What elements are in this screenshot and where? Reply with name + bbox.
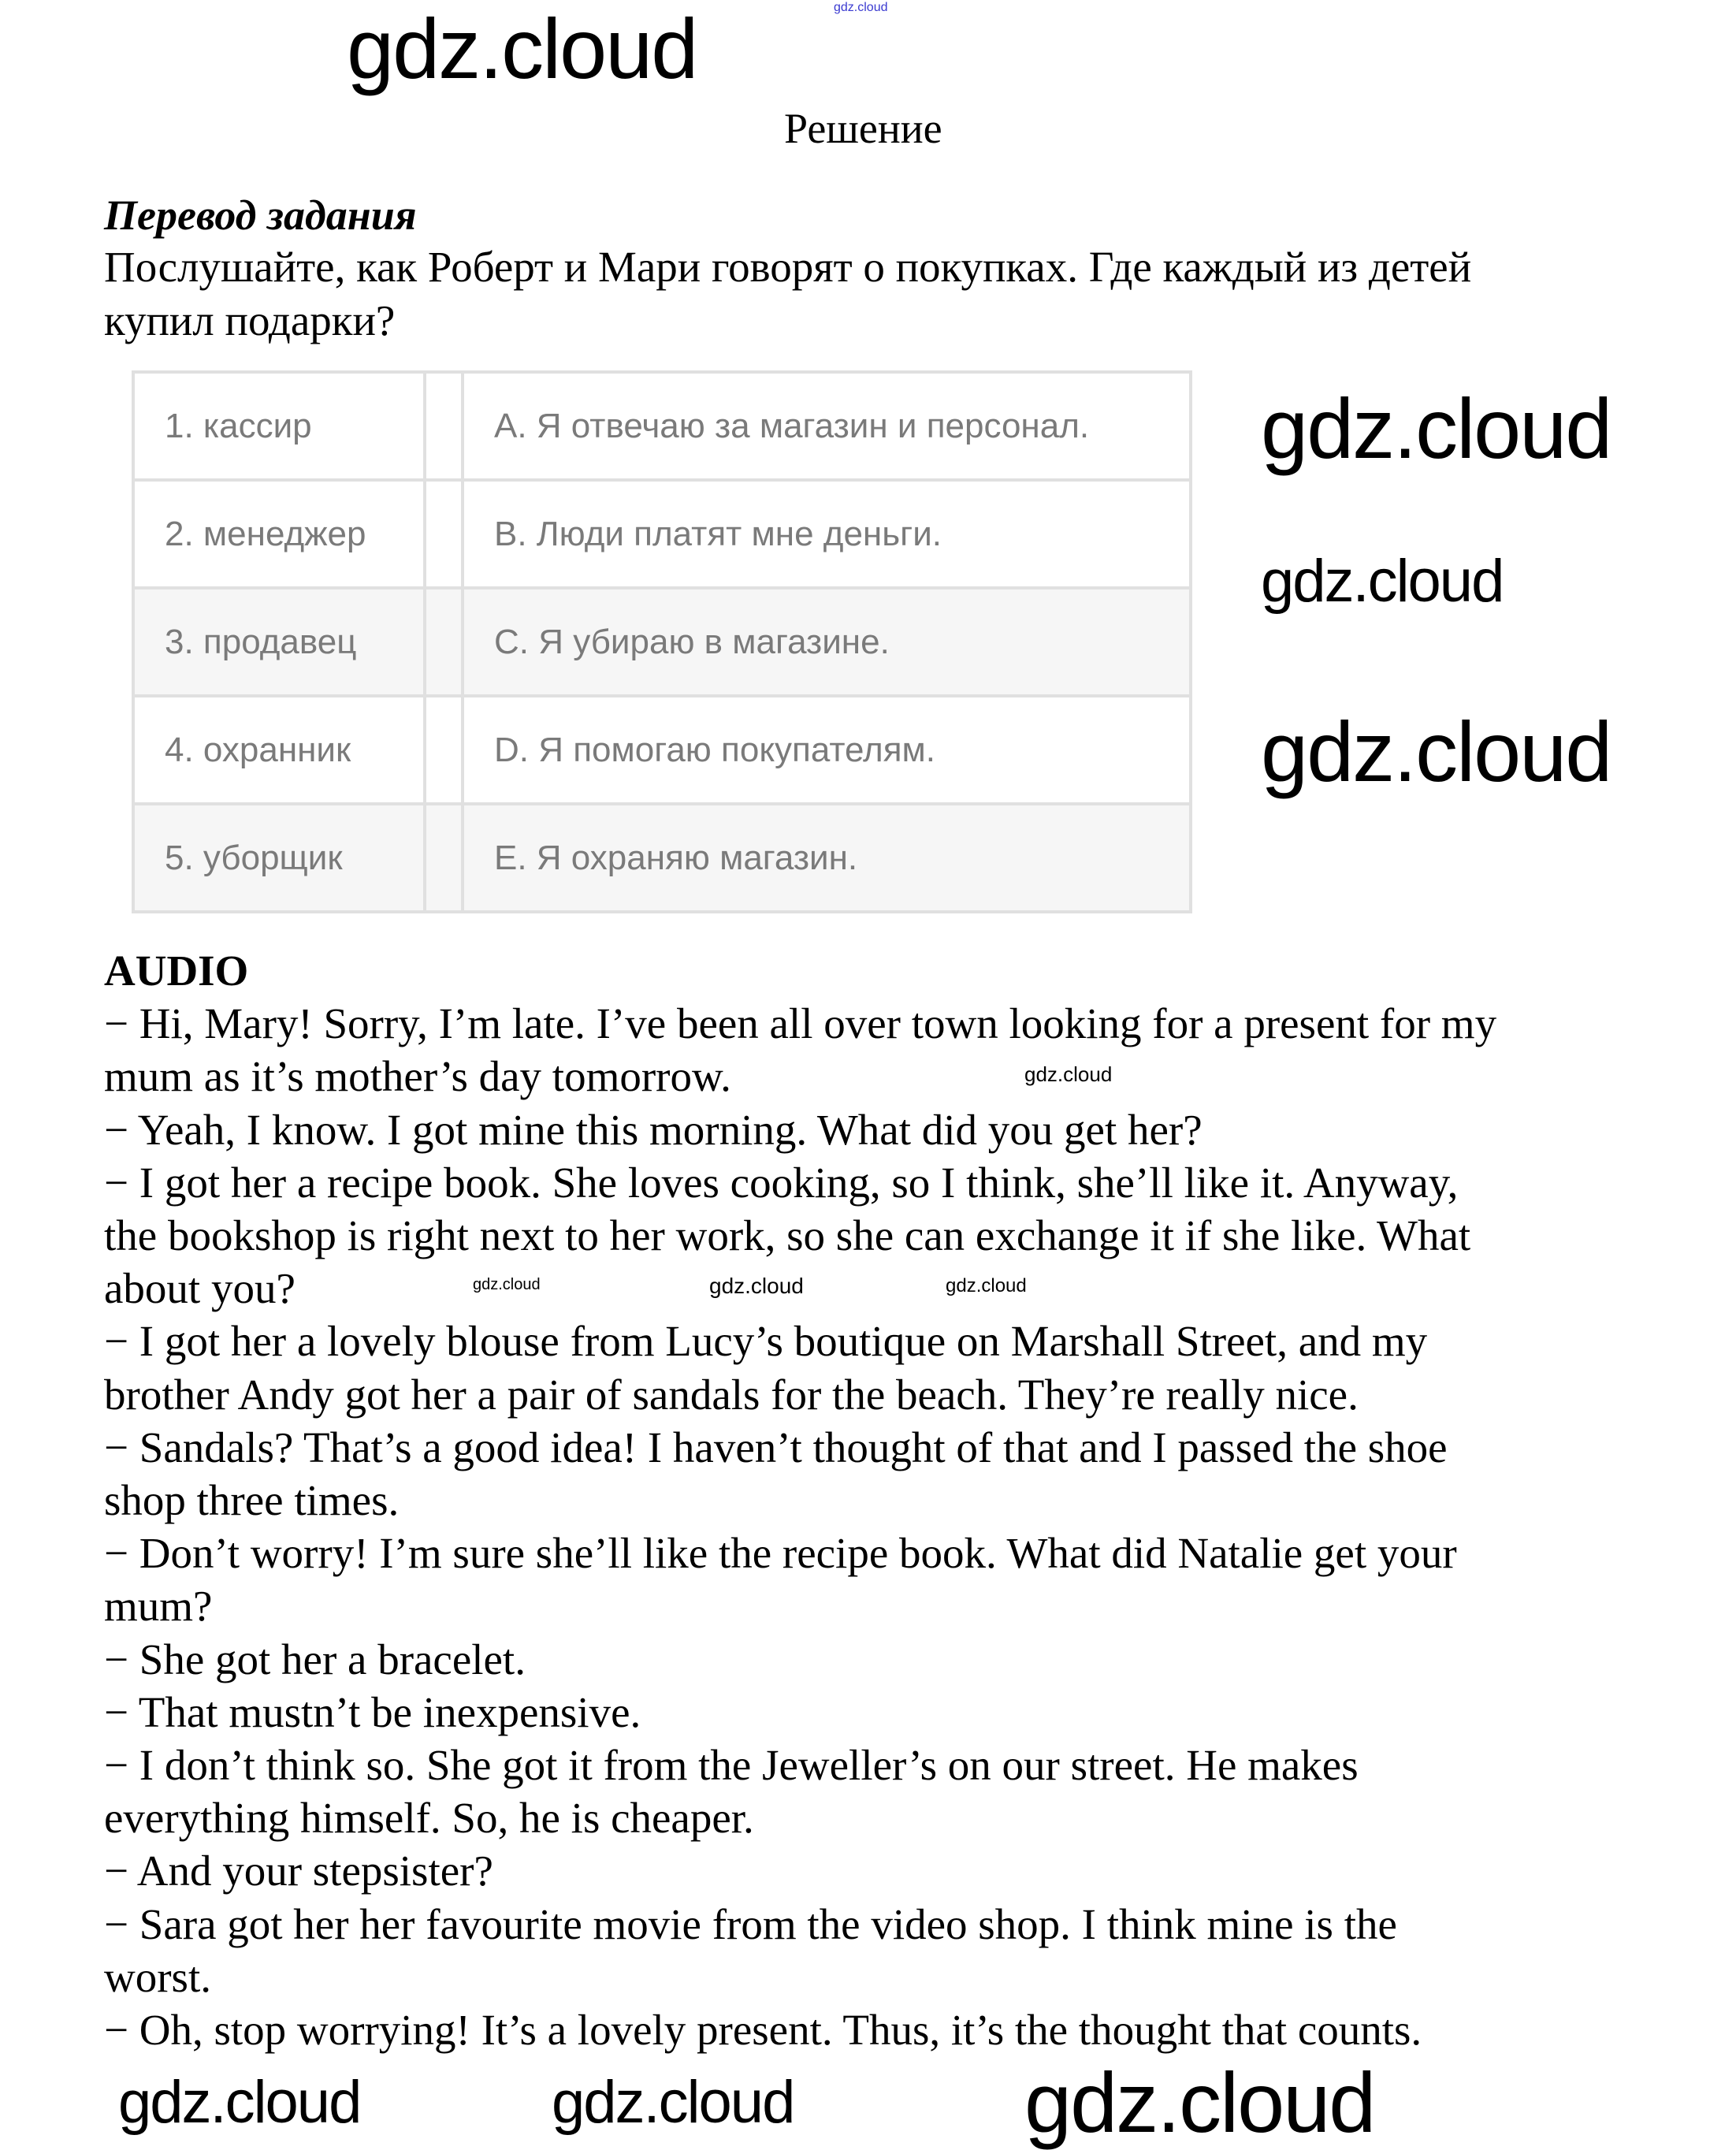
audio-line: − Hi, Mary! Sorry, I’m late. I’ve been all over town looking for a present for my <box>104 999 1497 1048</box>
matching-table <box>132 370 1192 913</box>
table-cell-job: 2. менеджер <box>133 480 425 588</box>
watermark: gdz.cloud <box>946 1275 1027 1296</box>
watermark: gdz.cloud <box>473 1276 541 1293</box>
table-cell-job: 5. уборщик <box>133 804 425 912</box>
table-cell-job: 4. охранник <box>133 696 425 804</box>
audio-heading: AUDIO <box>104 947 249 995</box>
table-cell-description: B. Люди платят мне деньги. <box>463 480 1191 588</box>
audio-line: − I got her a lovely blouse from Lucy’s boutique on Marshall Street, and my <box>104 1317 1428 1366</box>
audio-line: mum? <box>104 1582 213 1631</box>
audio-transcript <box>104 944 1496 2056</box>
table-cell-description: C. Я убираю в магазине. <box>463 588 1191 696</box>
table-cell-job: 3. продавец <box>133 588 425 696</box>
table-row <box>133 804 1191 912</box>
table-cell-description: E. Я охраняю магазин. <box>463 804 1191 912</box>
audio-line: − She got her a bracelet. <box>104 1635 526 1683</box>
audio-line: brother Andy got her a pair of sandals for the beach. They’re really nice. <box>104 1370 1359 1419</box>
watermark: gdz.cloud <box>1024 1062 1113 1086</box>
watermark: gdz.cloud <box>1261 381 1611 476</box>
audio-line: − Don’t worry! I’m sure she’ll like the recipe book. What did Natalie get your <box>104 1529 1457 1578</box>
table-cell-description: D. Я помогаю покупателям. <box>463 696 1191 804</box>
instruction-text <box>104 240 1471 348</box>
table-row <box>133 372 1191 480</box>
audio-line: shop three times. <box>104 1476 400 1525</box>
watermark: gdz.cloud <box>834 1 888 14</box>
audio-line: − Sara got her her favourite movie from the video shop. I think mine is the <box>104 1899 1397 1948</box>
audio-line: the bookshop is right next to her work, so she can exchange it if she like. What <box>104 1211 1471 1260</box>
audio-line: everything himself. So, he is cheaper. <box>104 1794 754 1843</box>
audio-line: − Yeah, I know. I got mine this morning. What did you get her? <box>104 1105 1203 1154</box>
watermark: gdz.cloud <box>347 1 697 96</box>
table-cell-answer <box>425 804 463 912</box>
table-cell-answer <box>425 588 463 696</box>
table-cell-answer <box>425 480 463 588</box>
instruction-line: купил подарки? <box>104 296 396 344</box>
watermark: gdz.cloud <box>1261 704 1611 799</box>
audio-line: about you? <box>104 1264 296 1313</box>
watermark: gdz.cloud <box>1024 2055 1375 2150</box>
table-cell-answer <box>425 696 463 804</box>
page-title: Решение <box>784 105 942 152</box>
audio-line: − Sandals? That’s a good idea! I haven’t thought of that and I passed the shoe <box>104 1423 1448 1471</box>
audio-line: worst. <box>104 1952 211 2001</box>
watermark: gdz.cloud <box>118 2069 361 2136</box>
table-row <box>133 588 1191 696</box>
instruction-line: Послушайте, как Роберт и Мари говорят о покупках. Где каждый из детей <box>104 243 1472 291</box>
watermark: gdz.cloud <box>1261 548 1504 615</box>
table-row <box>133 480 1191 588</box>
watermark: gdz.cloud <box>709 1274 804 1298</box>
audio-line: mum as it’s mother’s day tomorrow. <box>104 1052 731 1101</box>
section-subtitle: Перевод задания <box>104 192 417 239</box>
watermark: gdz.cloud <box>552 2069 794 2136</box>
audio-line: − And your stepsister? <box>104 1847 493 1895</box>
table-cell-job: 1. кассир <box>133 372 425 480</box>
audio-line: − I don’t think so. She got it from the Jeweller’s on our street. He makes <box>104 1741 1359 1790</box>
audio-line: − Oh, stop worrying! It’s a lovely present. Thus, it’s the thought that counts. <box>104 2006 1422 2055</box>
audio-line: − I got her a recipe book. She loves cooking, so I think, she’ll like it. Anyway, <box>104 1158 1459 1207</box>
table-cell-answer <box>425 372 463 480</box>
table-cell-description: A. Я отвечаю за магазин и персонал. <box>463 372 1191 480</box>
audio-line: − That mustn’t be inexpensive. <box>104 1687 641 1736</box>
table-row <box>133 696 1191 804</box>
